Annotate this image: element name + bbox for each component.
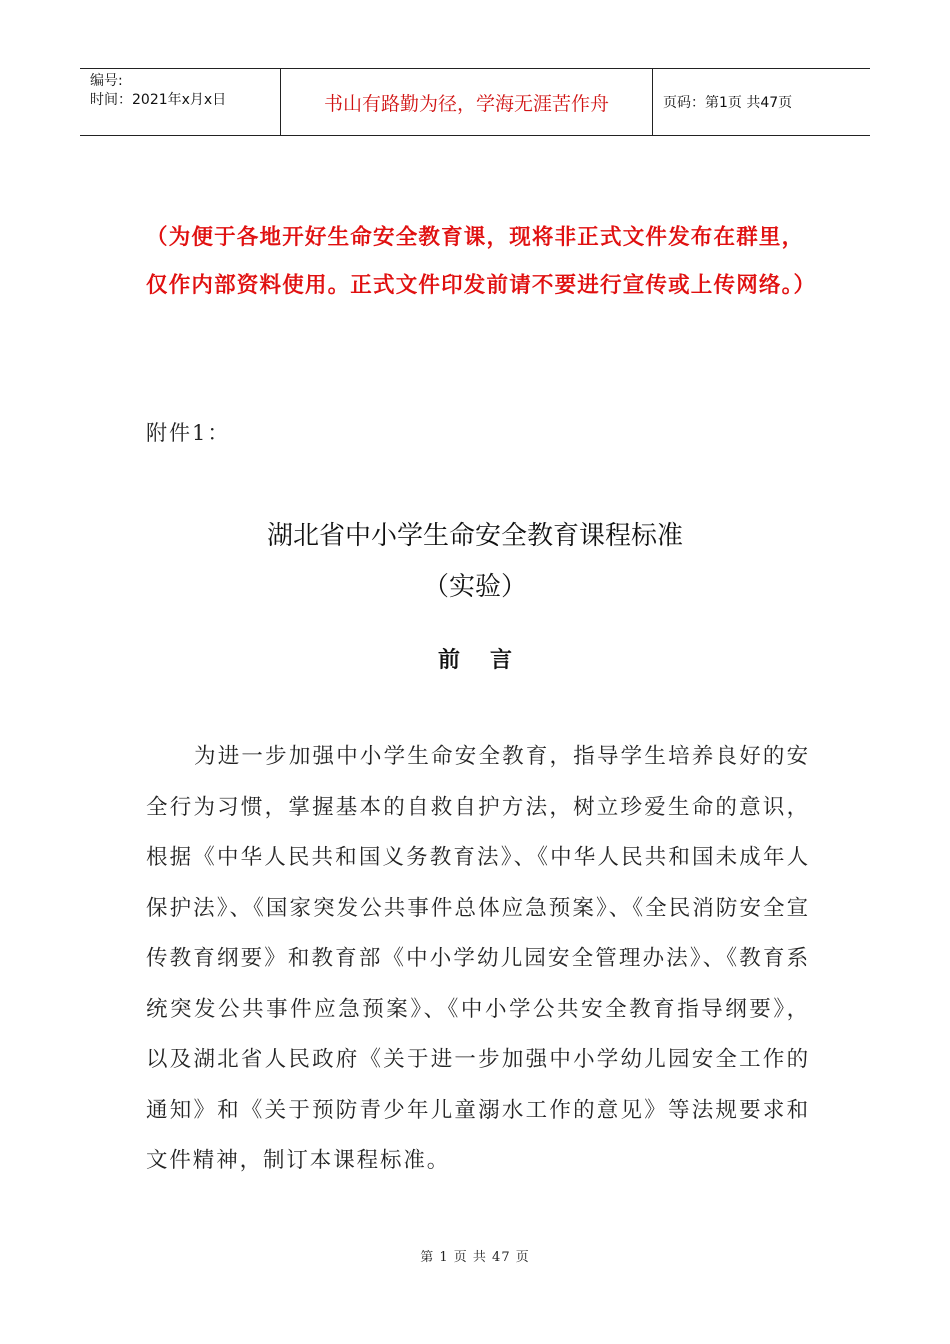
header-motto: 书山有路勤为径，学海无涯苦作舟 (281, 69, 653, 135)
body-paragraph: 为进一步加强中小学生命安全教育，指导学生培养良好的安全行为习惯，掌握基本的自救自护方法，树立珍爱生命的意识，根据《中华人民共和国义务教育法》、《中华人民共和国未成年人保护法》、《国家突发公共事件总体应急预案》、《全民消防安全宣传教育纲要》和教育部《中小学幼儿园安全管理办法》、《教育系统突发公共事件应急预案》、《中小学公共安全教育指导纲要》，以及湖北省人民政府《关于进一步加强中小学幼儿园安全工作的通知》和《关于预防青少年儿童溺水工作的意见》等法规要求和文件精神，制订本课程标准。 (146, 744, 810, 1173)
header-meta (80, 69, 281, 135)
document-title: 湖北省中小学生命安全教育课程标准 (266, 521, 683, 551)
attachment-label: 附件1： (146, 421, 231, 445)
document-subtitle: （实验） (422, 572, 527, 602)
header-page-info: 页码：第1页 共47页 (663, 95, 793, 111)
page-footer: 第 1 页 共 47 页 (420, 1250, 530, 1265)
internal-notice: （为便于各地开好生命安全教育课，现将非正式文件发布在群里，仅作内部资料使用。正式文件印发前请不要进行宣传或上传网络。） (146, 225, 817, 298)
section-heading: 前言 (437, 648, 542, 673)
page-header (80, 68, 870, 136)
code-label: 编号: (90, 73, 123, 89)
time-label: 时间：2021年x月x日 (90, 92, 227, 108)
